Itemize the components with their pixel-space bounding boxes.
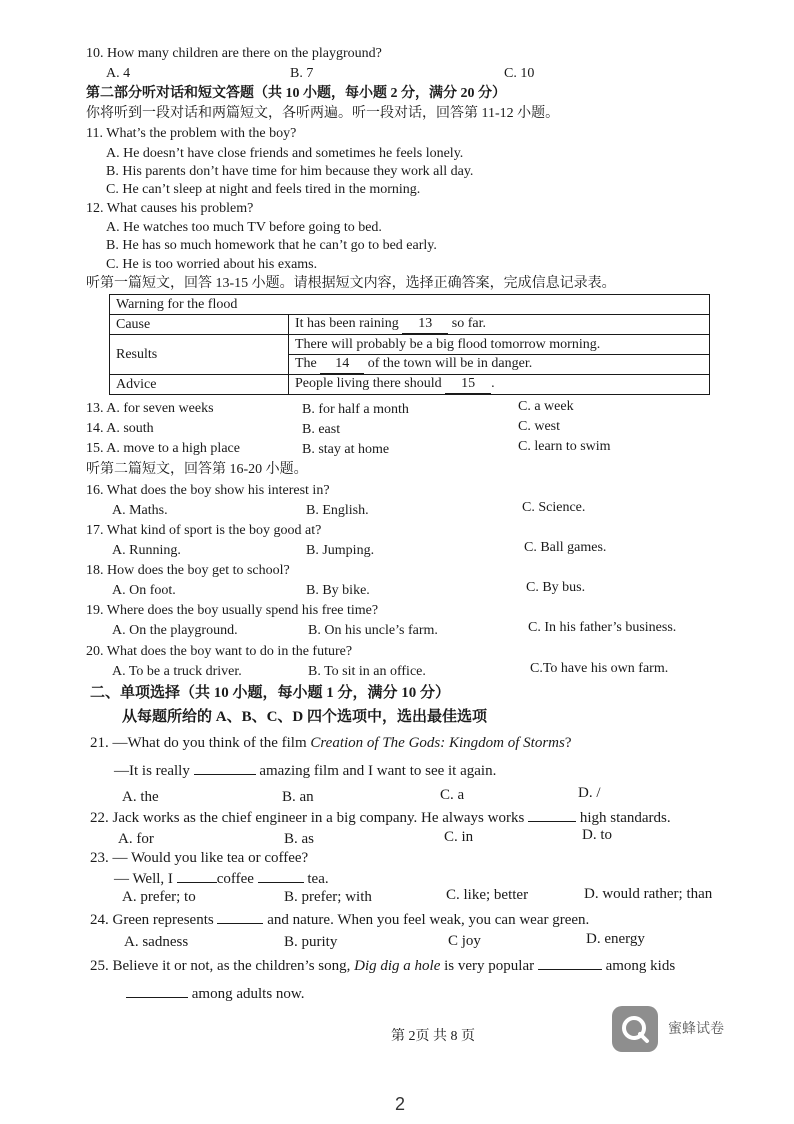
q11-option-b: B. His parents don’t have time for him because they work all day. bbox=[106, 164, 474, 179]
q10-option-c: C. 10 bbox=[504, 66, 535, 81]
q14-option-a: 14. A. south bbox=[86, 421, 154, 436]
blank-15: 15 bbox=[445, 375, 491, 394]
q19-option-c: C. In his father’s business. bbox=[528, 620, 677, 635]
table-result-1: There will probably be a big flood tomorrow morning. bbox=[289, 335, 710, 355]
q21-reply-pre: —It is really bbox=[114, 763, 190, 779]
bee-logo-icon bbox=[620, 1014, 650, 1044]
q23-option-d: D. would rather; than bbox=[584, 886, 713, 902]
q16-stem: 16. What does the boy show his interest in? bbox=[86, 483, 330, 498]
q23-reply bbox=[114, 868, 329, 889]
q25-line2-post: among adults now. bbox=[191, 986, 305, 1002]
q23-blank-2 bbox=[258, 868, 304, 883]
q24-option-b: B. purity bbox=[284, 934, 338, 950]
blank-14: 14 bbox=[320, 355, 364, 374]
q19-stem: 19. Where does the boy usually spend his free time? bbox=[86, 603, 379, 618]
q18-option-b: B. By bike. bbox=[306, 583, 370, 598]
q21-reply bbox=[114, 760, 496, 781]
q16-option-c: C. Science. bbox=[522, 500, 586, 515]
q10-option-b: B. 7 bbox=[290, 66, 314, 81]
table-result-2 bbox=[289, 355, 710, 375]
q18-stem: 18. How does the boy get to school? bbox=[86, 563, 290, 578]
q25-song-title: Dig dig a hole bbox=[354, 958, 441, 974]
q24-option-a: A. sadness bbox=[124, 934, 189, 950]
q25-stem-mid: is very popular bbox=[440, 958, 535, 974]
q21-option-d: D. / bbox=[578, 785, 601, 801]
q10-stem: 10. How many children are there on the playground? bbox=[86, 46, 382, 61]
q22-stem-pre: 22. Jack works as the chief engineer in a big company. He always works bbox=[90, 810, 525, 826]
table-title: Warning for the flood bbox=[110, 295, 710, 315]
q25-stem-post: among kids bbox=[605, 958, 676, 974]
q17-option-a: A. Running. bbox=[112, 543, 181, 558]
q11-stem: 11. What’s the problem with the boy? bbox=[86, 126, 297, 141]
advice-text-pre: People living there should bbox=[295, 376, 442, 391]
q16-option-a: A. Maths. bbox=[112, 503, 168, 518]
result2-text-pre: The bbox=[295, 356, 317, 371]
q22-blank bbox=[528, 807, 576, 822]
q24-stem bbox=[90, 909, 589, 930]
q19-option-b: B. On his uncle’s farm. bbox=[308, 623, 438, 638]
part2-instructions: 你将听到一段对话和两篇短文，各听两遍。听一段对话，回答第 11-12 小题。 bbox=[86, 106, 560, 121]
q15-option-b: B. stay at home bbox=[302, 442, 390, 457]
q21-option-c: C. a bbox=[440, 787, 465, 803]
q13-option-b: B. for half a month bbox=[302, 402, 409, 417]
q23-reply-pre: — Well, I bbox=[114, 871, 173, 887]
q24-option-d: D. energy bbox=[586, 931, 645, 947]
section2-instructions: 从每题所给的 A、B、C、D 四个选项中，选出最佳选项 bbox=[122, 709, 488, 725]
advice-text-post: . bbox=[491, 376, 495, 391]
q23-reply-mid: coffee bbox=[216, 871, 254, 887]
q20-option-b: B. To sit in an office. bbox=[308, 664, 426, 679]
q21-film-title: Creation of The Gods: Kingdom of Storms bbox=[310, 735, 565, 751]
q15-option-c: C. learn to swim bbox=[518, 439, 611, 454]
q24-option-c: C joy bbox=[448, 933, 481, 949]
cause-text-post: so far. bbox=[451, 316, 487, 331]
watermark-logo bbox=[612, 1006, 658, 1052]
q22-option-c: C. in bbox=[444, 829, 474, 845]
q23-reply-post: tea. bbox=[307, 871, 329, 887]
result2-text-post: of the town will be in danger. bbox=[367, 356, 533, 371]
q21-stem-post: ? bbox=[564, 735, 572, 751]
q12-option-a: A. He watches too much TV before going to bed. bbox=[106, 220, 382, 235]
flood-warning-table bbox=[109, 294, 710, 395]
q12-option-b: B. He has so much homework that he can’t go to bed early. bbox=[106, 238, 437, 253]
table-cause-label: Cause bbox=[110, 315, 289, 335]
q17-option-c: C. Ball games. bbox=[524, 540, 607, 555]
q23-option-b: B. prefer; with bbox=[284, 889, 372, 905]
q25-blank-2 bbox=[126, 983, 188, 998]
q24-blank bbox=[217, 909, 263, 924]
part2-header: 第二部分听对话和短文答题（共 10 小题，每小题 2 分，满分 20 分） bbox=[86, 86, 506, 101]
page-footer: 第 2页 共 8 页 bbox=[391, 1029, 475, 1044]
table-advice-value bbox=[289, 375, 710, 395]
q14-option-b: B. east bbox=[302, 422, 341, 437]
table-results-label: Results bbox=[110, 335, 289, 375]
table-advice-label: Advice bbox=[110, 375, 289, 395]
q23-option-a: A. prefer; to bbox=[122, 889, 196, 905]
q17-option-b: B. Jumping. bbox=[306, 543, 375, 558]
q21-stem-pre: 21. —What do you think of the film bbox=[90, 735, 311, 751]
q25-stem bbox=[90, 955, 675, 976]
q24-stem-post: and nature. When you feel weak, you can wear green. bbox=[267, 912, 590, 928]
q23-blank-1 bbox=[177, 868, 217, 883]
q21-option-a: A. the bbox=[122, 789, 159, 805]
q23-option-c: C. like; better bbox=[446, 887, 529, 903]
q20-option-c: C.To have his own farm. bbox=[530, 661, 669, 676]
q25-line2 bbox=[126, 983, 305, 1004]
q11-option-c: C. He can’t sleep at night and feels tired in the morning. bbox=[106, 182, 421, 197]
page-number: 2 bbox=[395, 1094, 406, 1114]
q20-stem: 20. What does the boy want to do in the future? bbox=[86, 644, 353, 659]
section2-header: 二、单项选择（共 10 小题，每小题 1 分，满分 10 分） bbox=[90, 685, 451, 701]
q23-stem: 23. — Would you like tea or coffee? bbox=[90, 850, 309, 866]
q25-blank-1 bbox=[538, 955, 602, 970]
q17-stem: 17. What kind of sport is the boy good at? bbox=[86, 523, 322, 538]
blank-13: 13 bbox=[402, 315, 448, 334]
q13-option-a: 13. A. for seven weeks bbox=[86, 401, 214, 416]
q21-option-b: B. an bbox=[282, 789, 314, 805]
q25-stem-pre: 25. Believe it or not, as the children’s song, bbox=[90, 958, 355, 974]
q20-option-a: A. To be a truck driver. bbox=[112, 664, 242, 679]
q12-stem: 12. What causes his problem? bbox=[86, 201, 254, 216]
q18-option-c: C. By bus. bbox=[526, 580, 586, 595]
q11-option-a: A. He doesn’t have close friends and sometimes he feels lonely. bbox=[106, 146, 464, 161]
q21-blank bbox=[194, 760, 256, 775]
q22-stem-post: high standards. bbox=[579, 810, 671, 826]
q12-option-c: C. He is too worried about his exams. bbox=[106, 257, 318, 272]
q18-option-a: A. On foot. bbox=[112, 583, 176, 598]
q24-stem-pre: 24. Green represents bbox=[90, 912, 214, 928]
watermark-text: 蜜蜂试卷 bbox=[668, 1021, 724, 1037]
q21-reply-post: amazing film and I want to see it again. bbox=[259, 763, 497, 779]
q16-option-b: B. English. bbox=[306, 503, 369, 518]
q14-option-c: C. west bbox=[518, 419, 560, 434]
q19-option-a: A. On the playground. bbox=[112, 623, 238, 638]
cause-text-pre: It has been raining bbox=[295, 316, 399, 331]
q22-option-a: A. for bbox=[118, 831, 154, 847]
q10-option-a: A. 4 bbox=[106, 66, 131, 81]
q21-stem bbox=[90, 733, 572, 753]
q22-option-d: D. to bbox=[582, 827, 612, 843]
table-cause-value bbox=[289, 315, 710, 335]
q15-option-a: 15. A. move to a high place bbox=[86, 441, 240, 456]
passage1-instructions: 听第一篇短文，回答 13-15 小题。请根据短文内容，选择正确答案，完成信息记录表。 bbox=[86, 276, 616, 291]
q13-option-c: C. a week bbox=[518, 399, 574, 414]
passage2-instructions: 听第二篇短文，回答第 16-20 小题。 bbox=[86, 462, 308, 477]
q22-option-b: B. as bbox=[284, 831, 314, 847]
